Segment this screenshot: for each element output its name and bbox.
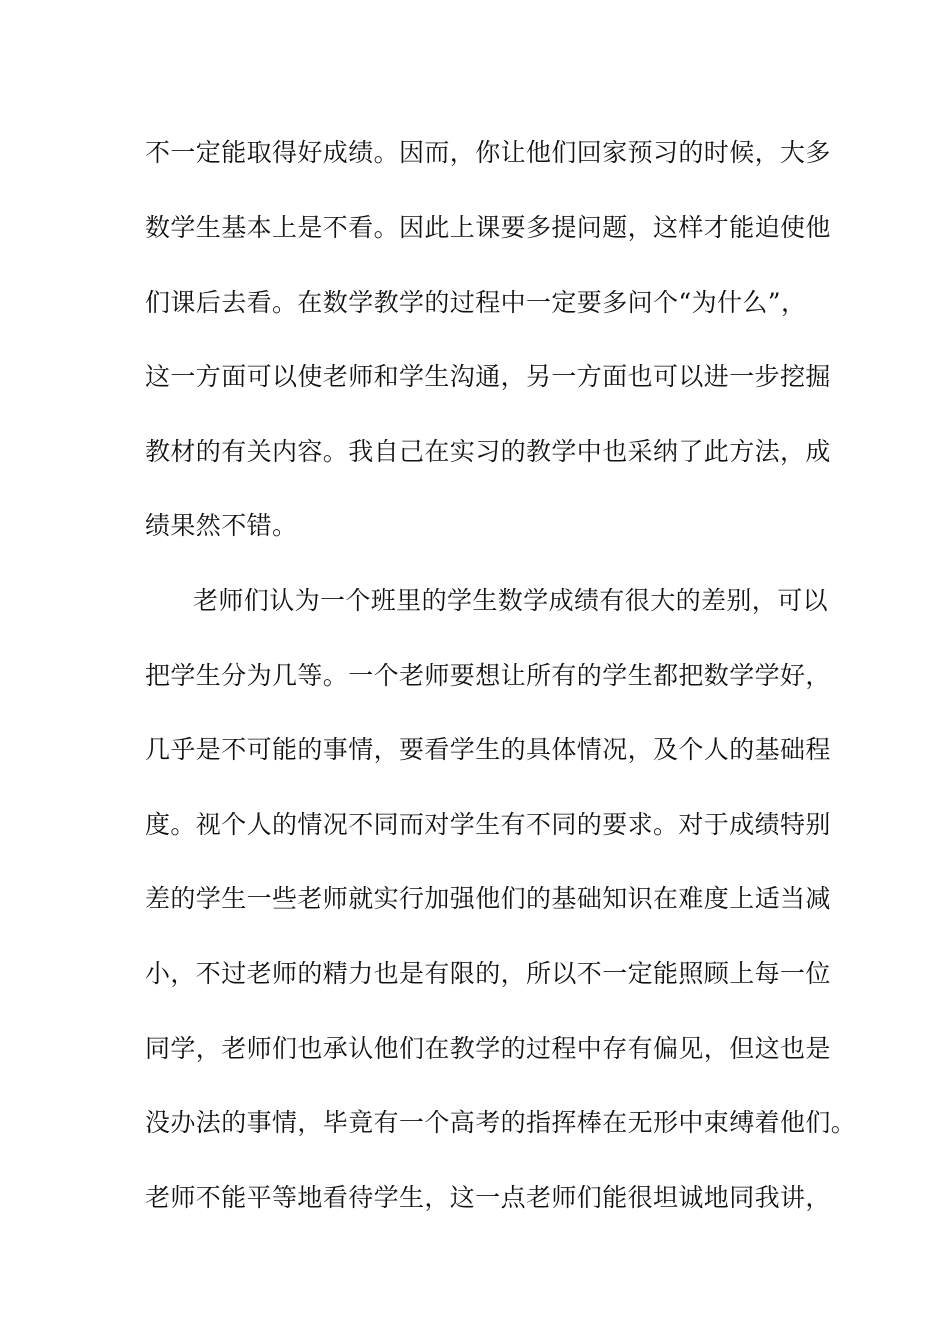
text-line: 没办法的事情，毕竟有一个高考的指挥棒在无形中束缚着他们。 — [145, 1108, 857, 1137]
text-line: 绩果然不错。 — [145, 511, 298, 540]
text-line: 老师不能平等地看待学生，这一点老师们能很坦诚地同我讲， — [145, 1183, 831, 1212]
text-line: 小，不过老师的精力也是有限的，所以不一定能照顾上每一位 — [145, 959, 831, 988]
text-line: 度。视个人的情况不同而对学生有不同的要求。对于成绩特别 — [145, 810, 831, 839]
text-line: 几乎是不可能的事情，要看学生的具体情况，及个人的基础程 — [145, 735, 831, 764]
text-line: 差的学生一些老师就实行加强他们的基础知识在难度上适当减 — [145, 884, 831, 913]
text-line: 数学生基本上是不看。因此上课要多提问题，这样才能迫使他 — [145, 213, 831, 242]
paragraph-first-line: 老师们认为一个班里的学生数学成绩有很大的差别，可以 — [193, 586, 829, 615]
text-line: 们课后去看。在数学教学的过程中一定要多问个“为什么”， — [145, 288, 807, 317]
text-line: 这一方面可以使老师和学生沟通，另一方面也可以进一步挖掘 — [145, 362, 831, 391]
text-line: 把学生分为几等。一个老师要想让所有的学生都把数学学好， — [145, 661, 831, 690]
text-line: 教材的有关内容。我自己在实习的教学中也采纳了此方法，成 — [145, 437, 831, 466]
text-line: 同学，老师们也承认他们在教学的过程中存有偏见，但这也是 — [145, 1034, 831, 1063]
text-line: 不一定能取得好成绩。因而，你让他们回家预习的时候，大多 — [145, 138, 831, 167]
